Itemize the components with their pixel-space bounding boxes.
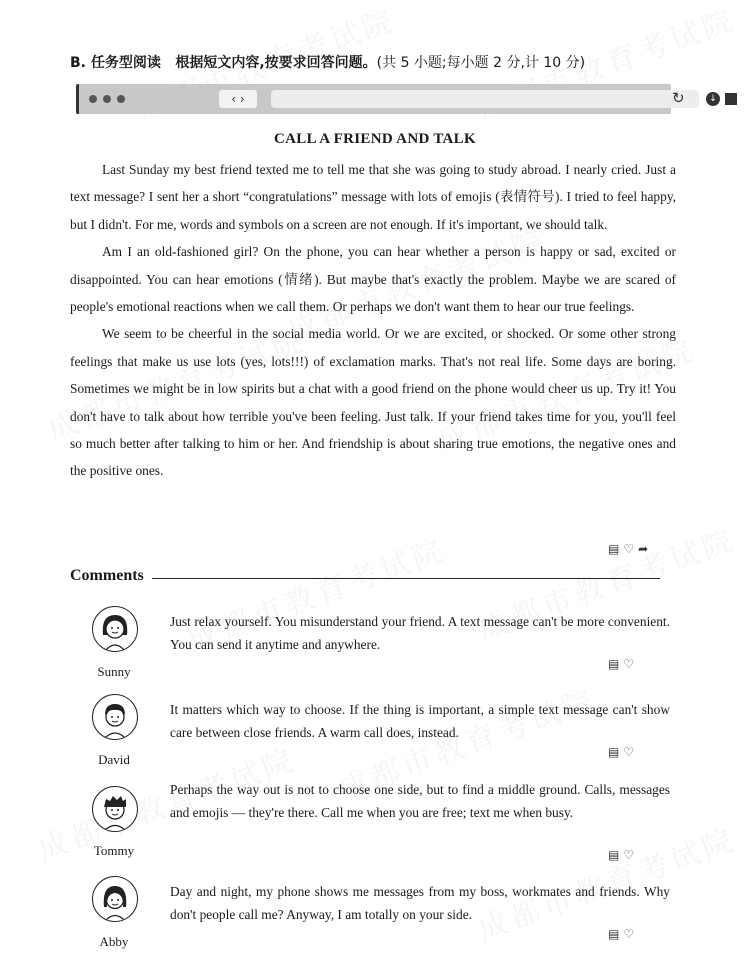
question-header xyxy=(70,52,585,72)
heart-icon: ♡ xyxy=(623,927,639,941)
avatar xyxy=(92,786,138,832)
article-body xyxy=(70,156,676,485)
comment-icon: ▤ xyxy=(608,848,624,862)
comment-actions xyxy=(608,657,638,671)
comment-icon: ▤ xyxy=(608,657,624,671)
heart-icon: ♡ xyxy=(623,745,639,759)
comment-author: Abby xyxy=(99,934,129,949)
window-dot-icon xyxy=(89,95,97,103)
browser-bar xyxy=(76,84,717,114)
heart-icon: ♡ xyxy=(623,848,639,862)
comment-text: It matters which way to choose. If the thing is important, a simple text message can't show care between close friends. A warm call does, instead. xyxy=(170,702,670,740)
comments-heading: Comments xyxy=(70,567,144,584)
article-paragraph: Am I an old-fashioned girl? On the phone, you can hear whether a person is happy or sad, excited or disappointed. You can hear emotions (情绪). But maybe that's exactly the problem. Maybe we are scared of people's emotional reactions when we call them. Or perhaps we don't want them to hear our true feelings. xyxy=(70,244,676,315)
points-note: (共 5 小题;每小题 2 分,计 10 分) xyxy=(376,55,586,71)
heart-icon: ♡ xyxy=(623,542,639,556)
comment-icon: ▤ xyxy=(608,927,624,941)
comment-actions xyxy=(608,745,638,759)
article-actions xyxy=(608,542,652,556)
download-icon: ↓ xyxy=(706,92,720,106)
instruction: 根据短文内容,按要求回答问题。 xyxy=(175,55,377,71)
window-dot-icon xyxy=(117,95,125,103)
comment-text: Day and night, my phone shows me messages from my boss, workmates and friends. Why don't people call me? Anyway, I am totally on your side. xyxy=(170,884,670,922)
comment-actions xyxy=(608,927,638,941)
comment-author: David xyxy=(98,752,130,767)
avatar-boy-icon xyxy=(93,787,137,831)
comment-icon: ▤ xyxy=(608,542,624,556)
avatar xyxy=(92,694,138,740)
article-paragraph: We seem to be cheerful in the social media world. Or we are excited, or shocked. Or some other strong feelings that make us use lots (yes, lots!!!) of exclamation marks. That's not real life. Some days are boring. Sometimes we might be in low spirits but a chat with a good friend on the phone would cheer us up. Try it! You don't have to talk about how terrible you've been feeling. Just talk. If your friend takes time for you, you'll feel so much better after talking to him or her. And friendship is about sharing true emotions, the negative ones and the positive ones. xyxy=(70,326,676,479)
comment-text: Just relax yourself. You misunderstand your friend. A text message can't be more convenient. You can send it anytime and anywhere. xyxy=(170,614,670,652)
back-forward-icon: ‹ › xyxy=(219,90,257,108)
comment-actions xyxy=(608,848,638,862)
extension-icon xyxy=(725,93,737,105)
avatar-girl-icon xyxy=(93,607,137,651)
avatar-boy-icon xyxy=(93,695,137,739)
comment-author: Tommy xyxy=(93,843,135,858)
share-icon: ➦ xyxy=(638,542,653,556)
comment-icon: ▤ xyxy=(608,745,624,759)
avatar xyxy=(92,876,138,922)
heart-icon: ♡ xyxy=(623,657,639,671)
address-bar xyxy=(271,90,699,108)
window-dot-icon xyxy=(103,95,111,103)
reload-icon: ↻ xyxy=(672,89,685,107)
comment-text: Perhaps the way out is not to choose one side, but to find a middle ground. Calls, messages and emojis — they're there. Call me when you are free; text me when busy. xyxy=(170,782,670,820)
article-title: CALL A FRIEND AND TALK xyxy=(274,131,476,147)
avatar xyxy=(92,606,138,652)
divider xyxy=(152,578,660,579)
comment-author: Sunny xyxy=(97,664,131,679)
avatar-girl-icon xyxy=(93,877,137,921)
section-label: B. 任务型阅读 xyxy=(70,55,161,71)
article-paragraph: Last Sunday my best friend texted me to tell me that she was going to study abroad. I nearly cried. Just a text message? I sent her a short “congratulations” message with lots of emojis (表情符号). I tried to feel happy, but I didn't. For me, words and symbols on a screen are not enough. If it's important, we should talk. xyxy=(70,162,676,232)
